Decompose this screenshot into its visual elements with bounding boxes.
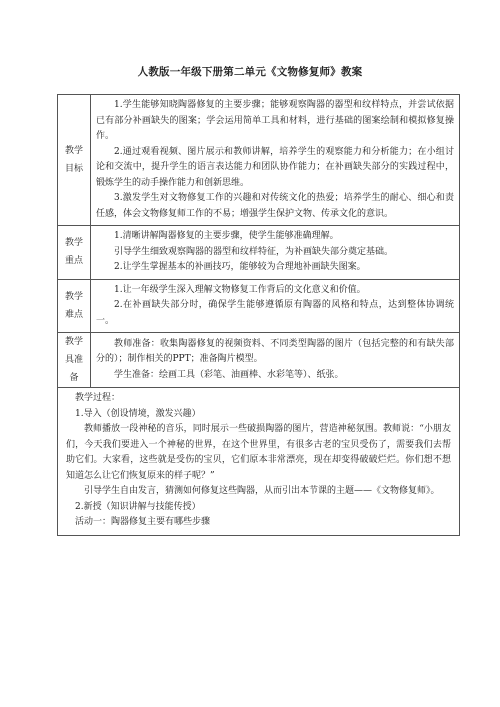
document-title: 人教版一年级下册第二单元《文物修复师》教案 <box>137 66 363 78</box>
process-row <box>58 388 460 536</box>
objective-1: 1.学生能够知晓陶器修复的主要步骤；能够观察陶器的器型和纹样特点，并尝试依据已有部分补画缺失的图案；学会运用简单工具和材料，进行基础的图案绘制和模拟修复操作。 <box>96 100 454 141</box>
key-point-1-detail: 引导学生细致观察陶器的器型和纹样特征，为补画缺失部分奠定基础。 <box>114 246 394 257</box>
lesson-plan-table <box>57 94 460 536</box>
difficulties-label-text: 教学 难点 <box>64 291 83 320</box>
difficulty-1: 1.让一年级学生深入理解文物修复工作背后的文化意义和价值。 <box>114 284 366 295</box>
objectives-label-text: 教学 目标 <box>64 146 83 174</box>
preparation-content <box>91 333 460 388</box>
step1-paragraph-2: 引导学生自由发言，猜测如何修复这些陶器，从而引出本节课的主题——《文物修复师》。 <box>84 486 440 496</box>
student-preparation: 学生准备：绘画工具（彩笔、油画棒、水彩笔等）、纸张。 <box>114 369 344 380</box>
key-points-label-text: 教学 重点 <box>64 238 83 267</box>
key-point-1: 1.清晰讲解陶器修复的主要步骤，使学生能够准确理解。 <box>114 231 339 241</box>
step2-title: 2.新授（知识讲解与技能传授） <box>75 501 201 512</box>
difficulties-label <box>58 279 91 333</box>
key-points-row <box>58 226 460 280</box>
step1-paragraph-1: 教师播放一段神秘的音乐，同时展示一些破损陶器的图片，营造神秘氛围。教师说：“小朋友们，今天我们要进入一个神秘的世界，在这个世界里，有很多古老的宝贝受伤了，需要我们去帮助它们。大家看，这些就是受伤的宝贝，它们原本非常漂亮，现在却变得破破烂烂。你们想不想知道怎么让它们恢复原来的样子呢？” <box>66 424 451 481</box>
preparation-row <box>58 333 460 388</box>
key-points-content <box>91 226 460 280</box>
objectives-label <box>58 95 91 226</box>
difficulties-row <box>58 279 460 333</box>
objective-3: 3.激发学生对文物修复工作的兴趣和对传统文化的热爱；培养学生的耐心、细心和责任感，体会文物修复师工作的不易；增强学生保护文物、传承文化的意识。 <box>96 193 454 219</box>
difficulties-content <box>91 279 460 333</box>
objectives-row <box>58 95 460 226</box>
objectives-content <box>91 95 460 226</box>
preparation-label <box>58 333 91 388</box>
process-content <box>58 388 460 536</box>
teacher-preparation: 教师准备：收集陶器修复的视频资料、不同类型陶器的图片（包括完整的和有缺失部分的）；制作相关的PPT；准备陶片模型。 <box>96 338 454 365</box>
difficulty-2: 2.在补画缺失部分时，确保学生能够遵循原有陶器的风格和特点，达到整体协调统一。 <box>96 300 454 326</box>
key-points-label <box>58 226 91 280</box>
objective-2: 2.通过观看视频、图片展示和教师讲解，培养学生的观察能力和分析能力；在小组讨论和交流中，提升学生的语言表达能力和团队协作能力；在补画缺失部分的实践过程中，锻炼学生的动手操作能力和创新思维。 <box>96 146 454 188</box>
key-point-2: 2.让学生掌握基本的补画技巧，能够较为合理地补画缺失图案。 <box>114 262 366 272</box>
activity-1: 活动一：陶器修复主要有哪些步骤 <box>75 517 211 527</box>
preparation-label-text: 教学 具准 备 <box>64 337 83 383</box>
process-heading: 教学过程： <box>75 393 121 403</box>
step1-title: 1.导入（创设情境，激发兴趣） <box>75 408 201 419</box>
